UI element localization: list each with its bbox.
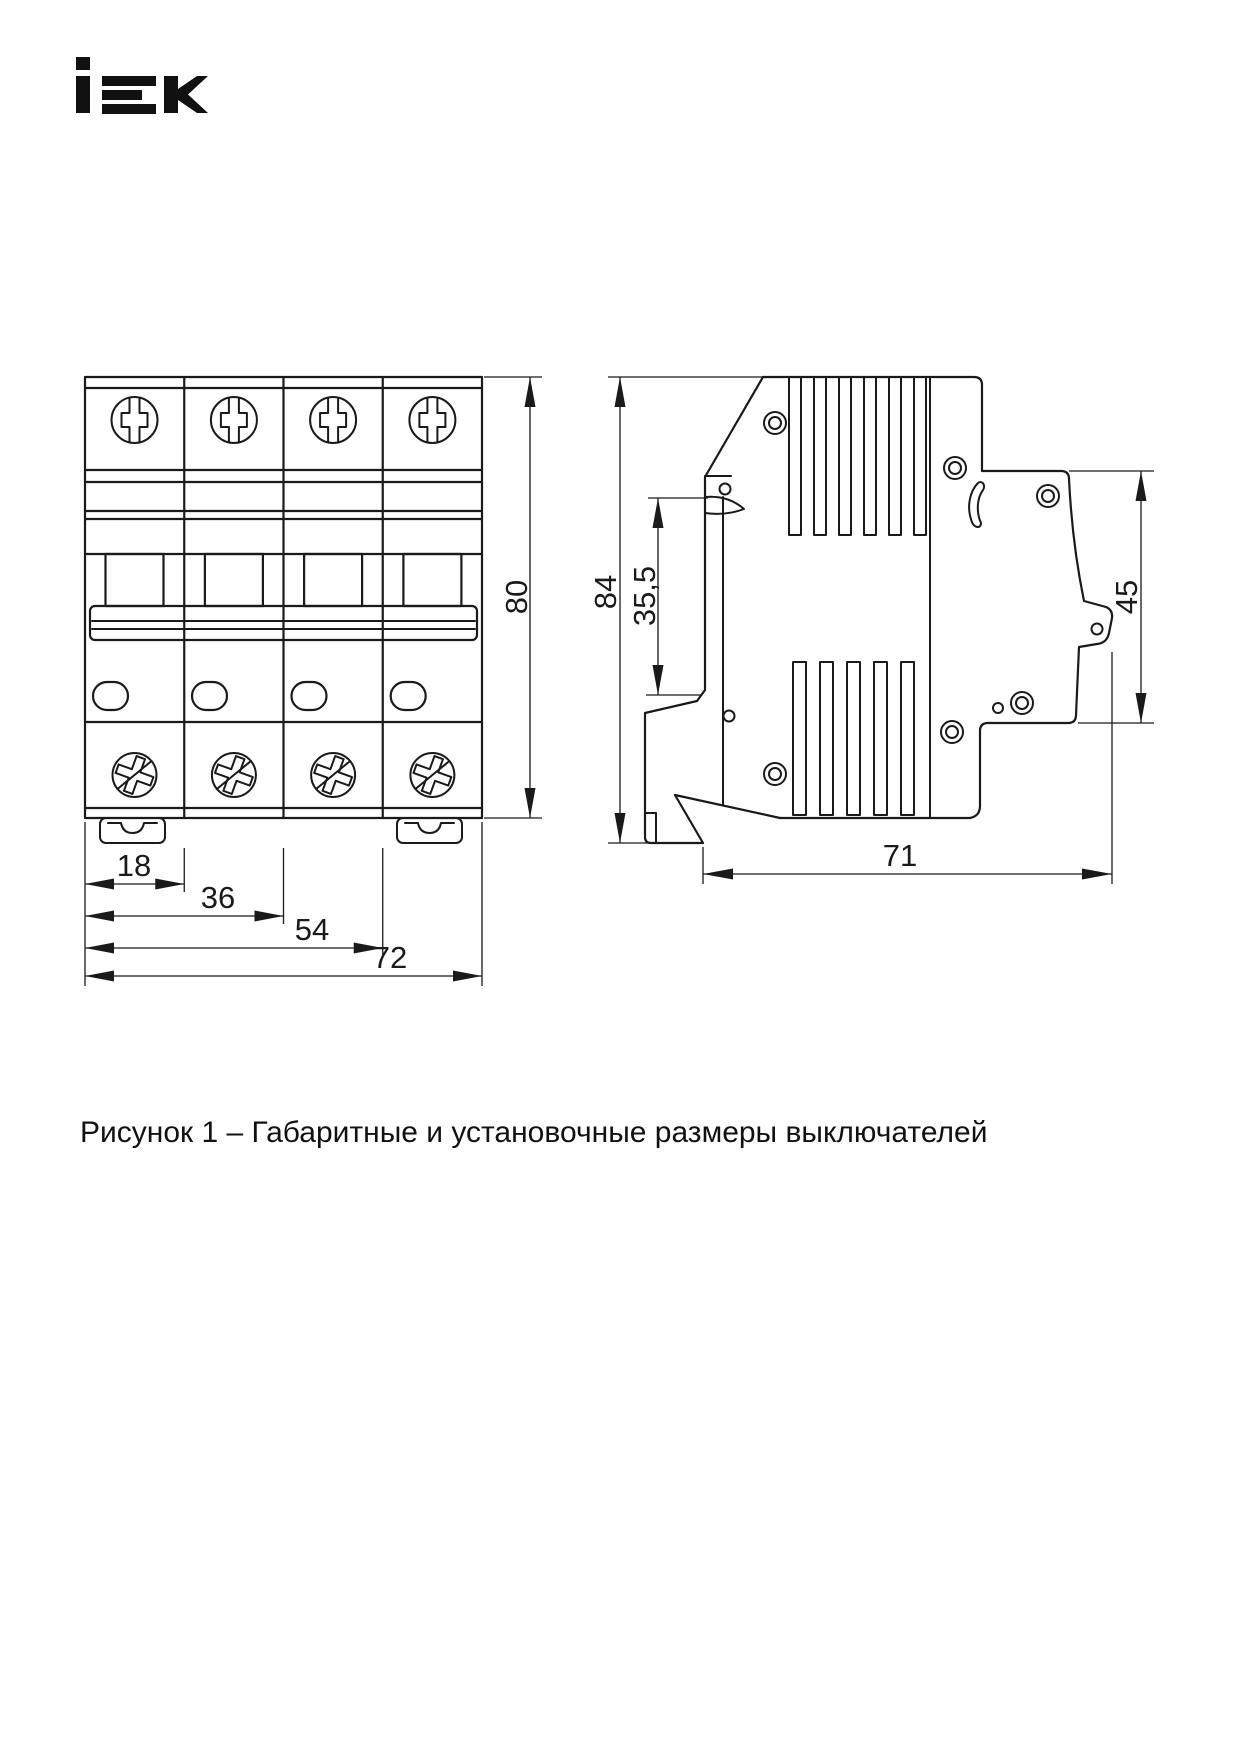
toggle-slot [106, 554, 164, 606]
vent-slots-upper [789, 377, 926, 535]
screw-icon [310, 397, 356, 443]
din-clips-front [100, 818, 462, 843]
vent-slots-lower [793, 662, 914, 815]
din-clip [397, 818, 462, 843]
label-window [93, 682, 128, 710]
dim-widths [85, 822, 482, 986]
din-hook-top [705, 497, 744, 514]
dim-label-72: 72 [372, 940, 408, 975]
toggle-slot [403, 554, 461, 606]
dim-35-5 [627, 498, 708, 695]
label-window [192, 682, 227, 710]
toggle-slot [304, 554, 362, 606]
side-view [645, 377, 1112, 843]
dim-80 [484, 377, 542, 818]
dim-label-35-5: 35,5 [627, 565, 662, 627]
dim-label-54: 54 [294, 912, 330, 947]
front-view-body [85, 377, 482, 818]
toggle-slot [205, 554, 263, 606]
dim-71 [703, 652, 1112, 884]
dim-label-80: 80 [499, 579, 534, 615]
dim-label-84: 84 [588, 574, 623, 610]
dim-label-45: 45 [1109, 579, 1144, 615]
dim-label-71: 71 [882, 838, 918, 873]
side-view-outline [645, 377, 1112, 843]
screw-icon [409, 397, 455, 443]
screw-icon [211, 397, 257, 443]
din-clip-side [645, 813, 656, 843]
label-windows [93, 682, 426, 710]
tab-hole [1092, 624, 1103, 635]
dim-label-18: 18 [116, 848, 152, 883]
dimensions [85, 377, 1154, 986]
label-window [292, 682, 327, 710]
dim-label-36: 36 [200, 880, 236, 915]
din-clip [100, 818, 165, 843]
front-view [85, 377, 482, 843]
dim-84 [588, 377, 766, 843]
screw-icon [112, 397, 158, 443]
figure-caption: Рисунок 1 – Габаритные и установочные размеры выключателей [80, 1116, 988, 1149]
kidney-slot [969, 482, 984, 527]
label-window [391, 682, 426, 710]
